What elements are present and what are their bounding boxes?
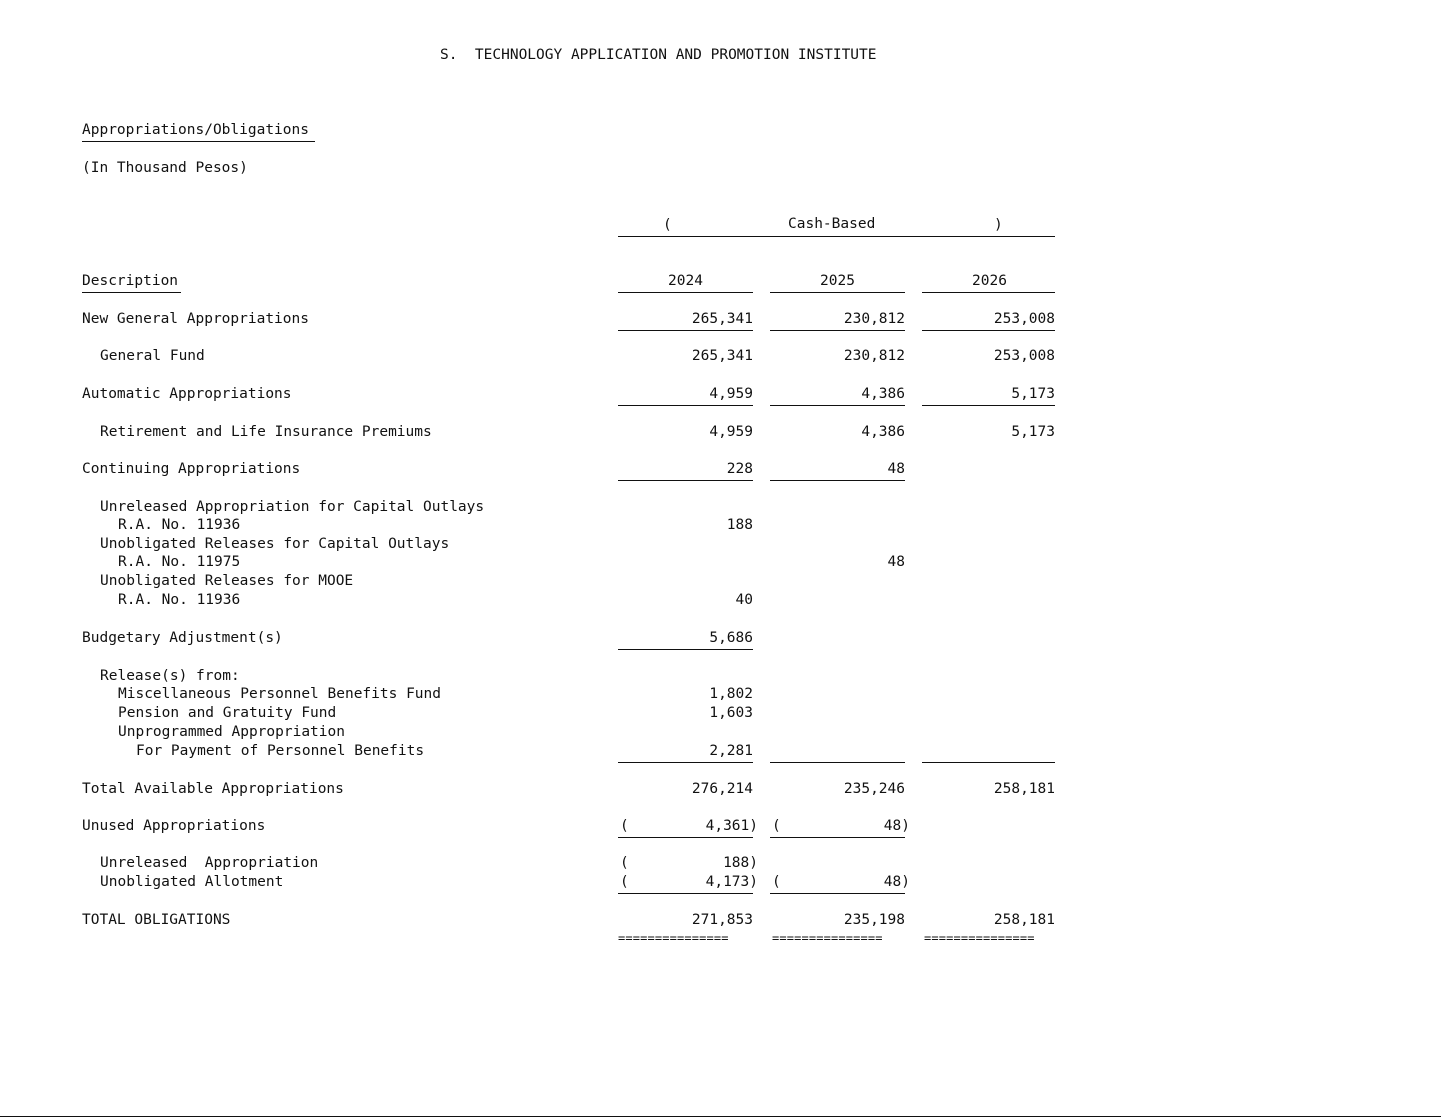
subtotal-underline [618, 480, 753, 481]
subtotal-underline [770, 330, 905, 331]
group-paren-close: ) [994, 217, 1003, 233]
row-value-2024: 271,853 [691, 912, 753, 928]
subtotal-underline [618, 837, 753, 838]
row-value-2026: 253,008 [993, 348, 1055, 364]
subtotal-underline [618, 330, 753, 331]
row-label: R.A. No. 11975 [118, 554, 241, 570]
year-underline-2024 [618, 292, 753, 293]
page-bottom-rule [0, 1116, 1441, 1117]
total-underline [770, 762, 905, 763]
row-label: TOTAL OBLIGATIONS [82, 912, 231, 928]
row-label: Unprogrammed Appropriation [118, 724, 345, 740]
row-label: R.A. No. 11936 [118, 517, 241, 533]
row-value-2026: 258,181 [993, 912, 1055, 928]
row-value-2024: 265,341 [691, 311, 753, 327]
row-value-2024: 228 [726, 461, 753, 477]
section-heading: Appropriations/Obligations [82, 122, 309, 138]
year-header-2025: 2025 [820, 273, 855, 289]
row-label: New General Appropriations [82, 311, 309, 327]
row-value-2024: 4,361) [705, 818, 758, 834]
row-label: Pension and Gratuity Fund [118, 705, 337, 721]
unit-note: (In Thousand Pesos) [82, 160, 248, 176]
description-header: Description [82, 273, 179, 289]
subtotal-underline [618, 405, 753, 406]
subtotal-underline [922, 330, 1055, 331]
row-label: Automatic Appropriations [82, 386, 292, 402]
row-value-2024: 4,959 [709, 424, 753, 440]
subtotal-underline [618, 893, 753, 894]
row-value-2024: 2,281 [709, 743, 753, 759]
subtotal-underline [922, 405, 1055, 406]
negative-paren: ( [772, 874, 781, 890]
row-value-2026: 253,008 [993, 311, 1055, 327]
page-title: S. TECHNOLOGY APPLICATION AND PROMOTION INSTITUTE [440, 47, 877, 63]
row-value-2026: 5,173 [1011, 386, 1055, 402]
row-value-2024: 4,173) [705, 874, 758, 890]
subtotal-underline [770, 480, 905, 481]
negative-paren: ( [620, 874, 629, 890]
negative-paren: ( [772, 818, 781, 834]
group-paren-open: ( [663, 217, 672, 233]
row-label: Budgetary Adjustment(s) [82, 630, 283, 646]
row-value-2025: 48) [883, 818, 910, 834]
row-value-2024: 40 [735, 592, 753, 608]
row-label: For Payment of Personnel Benefits [136, 743, 425, 759]
row-value-2025: 235,246 [843, 781, 905, 797]
total-underline [922, 762, 1055, 763]
row-label: Total Available Appropriations [82, 781, 344, 797]
total-underline [618, 762, 753, 763]
negative-paren: ( [620, 855, 629, 871]
row-value-2025: 48) [883, 874, 910, 890]
group-underline [618, 236, 1055, 237]
row-label: Retirement and Life Insurance Premiums [100, 424, 432, 440]
row-label: Unreleased Appropriation for Capital Outlays [100, 499, 485, 515]
section-heading-underline [82, 141, 315, 142]
subtotal-underline [770, 837, 905, 838]
double-rule-2025: =============== [772, 931, 883, 945]
group-label: Cash-Based [788, 216, 876, 232]
double-rule-2026: =============== [924, 931, 1035, 945]
row-label: Unreleased Appropriation [100, 855, 319, 871]
year-header-2026: 2026 [972, 273, 1007, 289]
subtotal-underline [618, 649, 753, 650]
row-value-2024: 276,214 [691, 781, 753, 797]
subtotal-underline [770, 405, 905, 406]
row-label: Release(s) from: [100, 668, 240, 684]
row-label: R.A. No. 11936 [118, 592, 241, 608]
row-label: Miscellaneous Personnel Benefits Fund [118, 686, 442, 702]
row-value-2025: 230,812 [843, 348, 905, 364]
year-underline-2025 [770, 292, 905, 293]
row-label: Unused Appropriations [82, 818, 266, 834]
row-label: General Fund [100, 348, 205, 364]
row-value-2025: 4,386 [861, 386, 905, 402]
row-value-2025: 230,812 [843, 311, 905, 327]
row-value-2024: 188) [723, 855, 758, 871]
negative-paren: ( [620, 818, 629, 834]
row-value-2025: 4,386 [861, 424, 905, 440]
row-value-2024: 1,603 [709, 705, 753, 721]
row-value-2024: 265,341 [691, 348, 753, 364]
row-value-2025: 235,198 [843, 912, 905, 928]
row-label: Unobligated Releases for Capital Outlays [100, 536, 450, 552]
row-value-2024: 4,959 [709, 386, 753, 402]
row-label: Unobligated Releases for MOOE [100, 573, 354, 589]
double-rule-2024: =============== [618, 931, 729, 945]
description-header-underline [82, 292, 181, 293]
row-value-2026: 5,173 [1011, 424, 1055, 440]
row-value-2025: 48 [887, 461, 905, 477]
row-value-2024: 5,686 [709, 630, 753, 646]
row-value-2024: 188 [726, 517, 753, 533]
subtotal-underline [770, 893, 905, 894]
year-header-2024: 2024 [668, 273, 703, 289]
row-value-2026: 258,181 [993, 781, 1055, 797]
year-underline-2026 [922, 292, 1055, 293]
row-label: Unobligated Allotment [100, 874, 284, 890]
row-value-2024: 1,802 [709, 686, 753, 702]
row-label: Continuing Appropriations [82, 461, 301, 477]
row-value-2025: 48 [887, 554, 905, 570]
